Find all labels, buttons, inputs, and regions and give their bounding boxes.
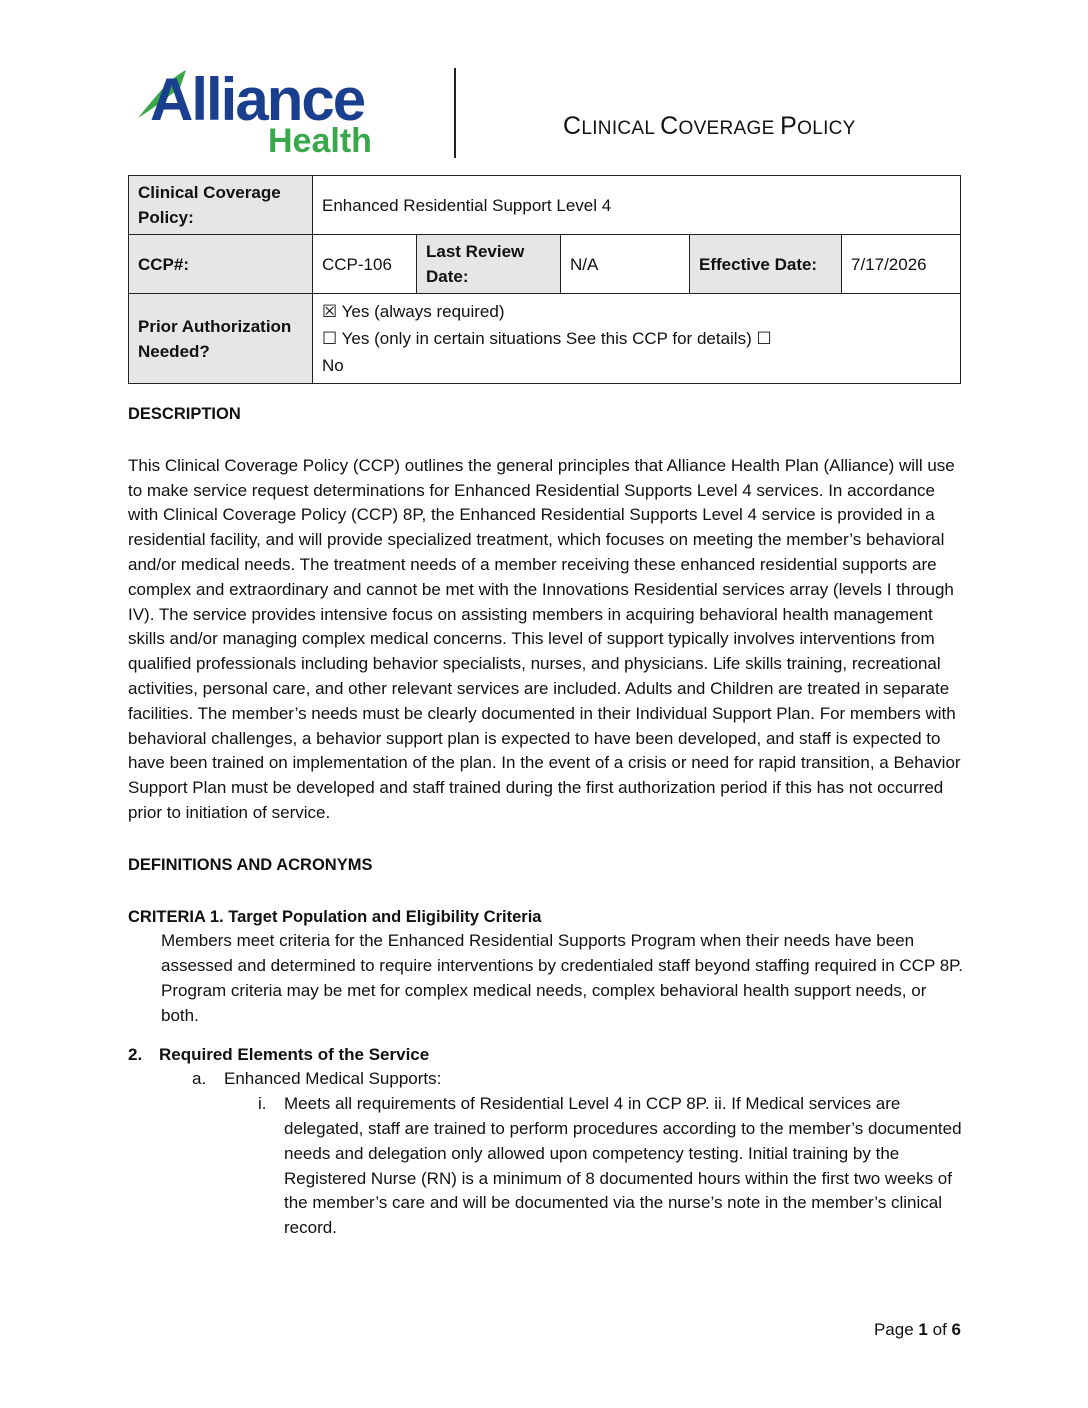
criteria-body: Members meet criteria for the Enhanced Residential Supports Program when their needs have been assessed and determined to require interventions by credentialed staff beyond staffing required in CCP 8P. Program criteria may be met for complex medical needs, complex behavioral health support needs, or both. xyxy=(161,931,964,1025)
page-number: Page 1 of 6 xyxy=(873,1320,961,1339)
required-elements-number: 2. xyxy=(128,1044,143,1064)
description-heading: DESCRIPTION xyxy=(128,405,241,423)
enhanced-medical-supports-item xyxy=(192,1067,964,1092)
policy-name: Enhanced Residential Support Level 4 xyxy=(313,176,961,235)
policy-content xyxy=(128,402,964,1241)
prior-auth-label: Prior Authorization Needed? xyxy=(129,294,313,384)
document-title: CLINICAL COVERAGE POLICY xyxy=(563,112,856,140)
required-elements-title: Required Elements of the Service xyxy=(159,1044,430,1064)
last-review-label: Last Review Date: xyxy=(417,235,561,294)
prior-auth-option-always: ☒ Yes (always required) xyxy=(322,302,505,321)
policy-info-table xyxy=(128,175,961,384)
logo-health-text: Health xyxy=(268,122,372,158)
criteria-heading: CRITERIA 1. Target Population and Eligibility Criteria xyxy=(128,907,542,926)
required-elements-heading xyxy=(128,1043,964,1068)
sub-item-a-label: Enhanced Medical Supports: xyxy=(224,1069,442,1089)
last-review-value: N/A xyxy=(561,235,690,294)
alliance-health-logo xyxy=(136,66,386,158)
policy-label: Clinical Coverage Policy: xyxy=(129,176,313,235)
sub-item-a-marker: a. xyxy=(192,1069,207,1089)
definitions-heading: DEFINITIONS AND ACRONYMS xyxy=(128,855,373,874)
effective-date-value: 7/17/2026 xyxy=(842,235,961,294)
ccp-label: CCP#: xyxy=(129,235,313,294)
header-divider xyxy=(454,68,456,158)
medical-requirements-item xyxy=(258,1092,964,1241)
logo-alliance-text: Alliance xyxy=(150,66,365,133)
prior-auth-option-certain: ☐ Yes (only in certain situations See this CCP for details) ☐ xyxy=(322,329,772,348)
effective-date-label: Effective Date: xyxy=(690,235,842,294)
prior-auth-option-no: No xyxy=(322,356,344,375)
sub-item-i-text: Meets all requirements of Residential Level 4 in CCP 8P. ii. If Medical services are delegated, staff are trained to perform procedures according to the member’s documented needs and delegation only allowed upon competency testing. Initial training by the Registered Nurse (RN) is a minimum of 8 documented hours within the first two weeks of the member’s care and will be documented via the nurse’s note in the member’s clinical record. xyxy=(284,1094,962,1238)
prior-auth-options xyxy=(313,294,961,384)
description-body: This Clinical Coverage Policy (CCP) outlines the general principles that Alliance Health Plan (Alliance) will use to make service request determinations for Enhanced Residential Supports Level 4 services. In accordance with Clinical Coverage Policy (CCP) 8P, the Enhanced Residential Supports Level 4 service is provided in a residential facility, and will provide specialized treatment, which focuses on meeting the member’s behavioral and/or medical needs. The treatment needs of a member receiving these enhanced residential supports are complex and extraordinary and cannot be met with the Innovations Residential services array (levels I through IV). The service provides intensive focus on assisting members in acquiring behavioral health management skills and/or managing complex medical concerns. This level of support typically involves interventions from qualified professionals including behavior specialists, nurses, and physicians. Life skills training, recreational activities, personal care, and other relevant services are included. Adults and Children are treated in separate facilities. The member’s needs must be clearly documented in their Individual Support Plan. For members with behavioral challenges, a behavior support plan is expected to have been developed, and staff is expected to have been trained on implementation of the plan. In the event of a crisis or need for rapid transition, a Behavior Support Plan must be developed and staff trained during the first authorization period if this has not occurred prior to initiation of service. xyxy=(128,455,961,822)
sub-item-i-marker: i. xyxy=(258,1094,267,1114)
ccp-number: CCP-106 xyxy=(313,235,417,294)
